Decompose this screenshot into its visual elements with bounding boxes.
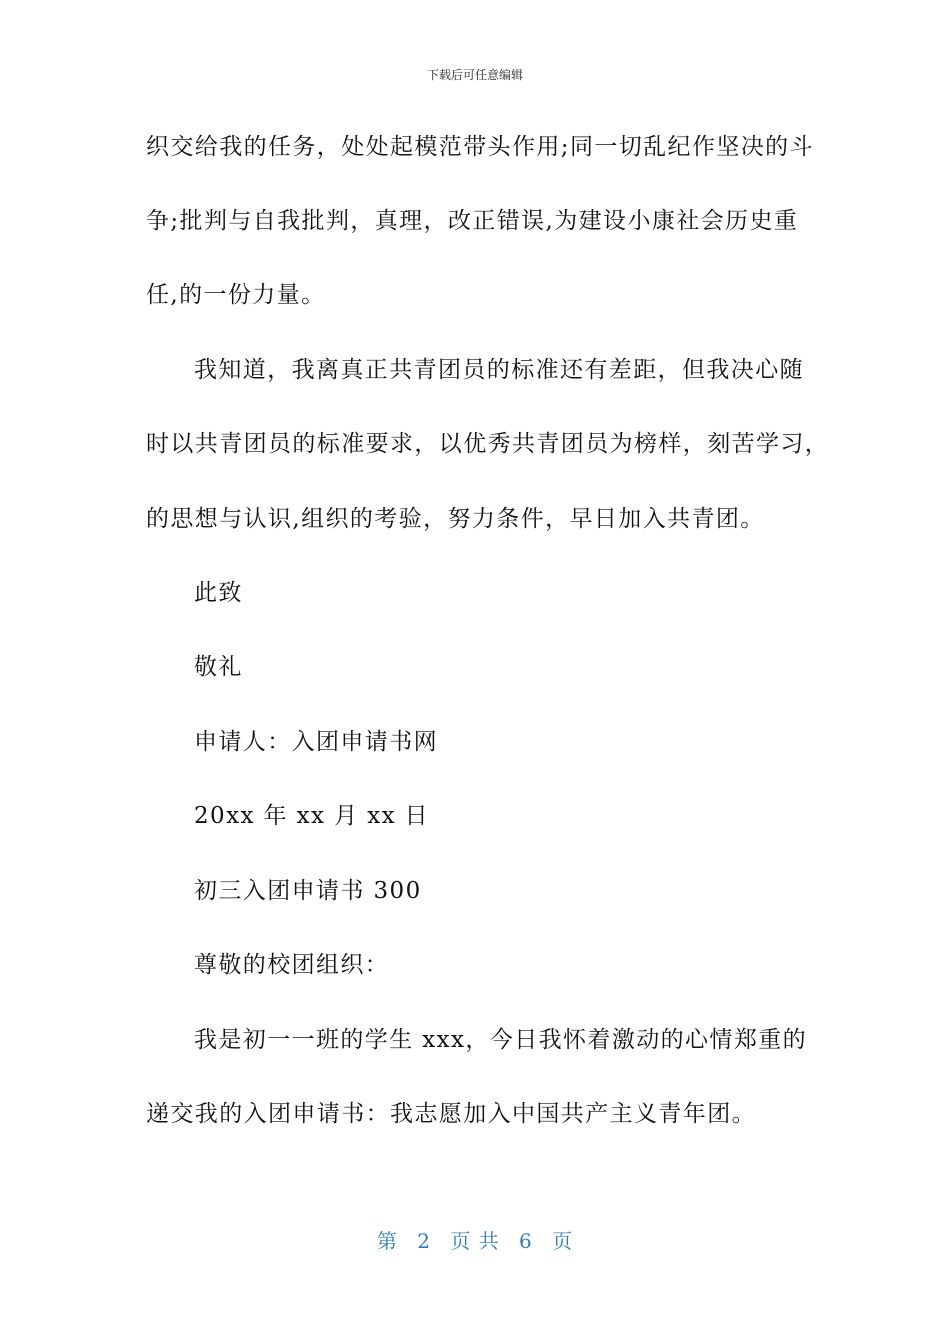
addressee-line: 尊敬的校团组织： [194,952,390,978]
text-line: 递交我的入团申请书：我志愿加入中国共产主义青年团。 [146,1101,756,1127]
closing-phrase: 此致 [194,580,243,606]
text-line: 我知道，我离真正共青团员的标准还有差距，但我决心随 [194,357,804,383]
footer-suffix: 页 [552,1229,574,1253]
text-line: 我是初一一班的学生 xxx，今日我怀着激动的心情郑重的 [194,1027,808,1053]
applicant-line: 申请人：入团申请书网 [194,729,438,755]
salutation: 敬礼 [194,654,243,680]
text-line: 时以共青团员的标准要求，以优秀共青团员为榜样，刻苦学习， [146,431,830,457]
footer-prefix: 第 [376,1229,398,1253]
text-line: 织交给我的任务，处处起模范带头作用;同一切乱纪作坚决的斗 [146,134,814,160]
section-title: 初三入团申请书 300 [194,878,422,904]
date-line: 20xx 年 xx 月 xx 日 [194,803,430,829]
text-line: 任,的一份力量。 [146,282,326,308]
page-header-note: 下载后可任意编辑 [426,68,523,82]
footer-mid: 页 共 [450,1229,500,1253]
footer-total-pages: 6 [519,1229,533,1253]
page-number-footer [0,1225,950,1254]
text-line: 争;批判与自我批判，真理，改正错误,为建设小康社会历史重 [146,208,799,234]
footer-current-page: 2 [417,1229,431,1253]
text-line: 的思想与认识,组织的考验，努力条件，早日加入共青团。 [146,506,765,532]
